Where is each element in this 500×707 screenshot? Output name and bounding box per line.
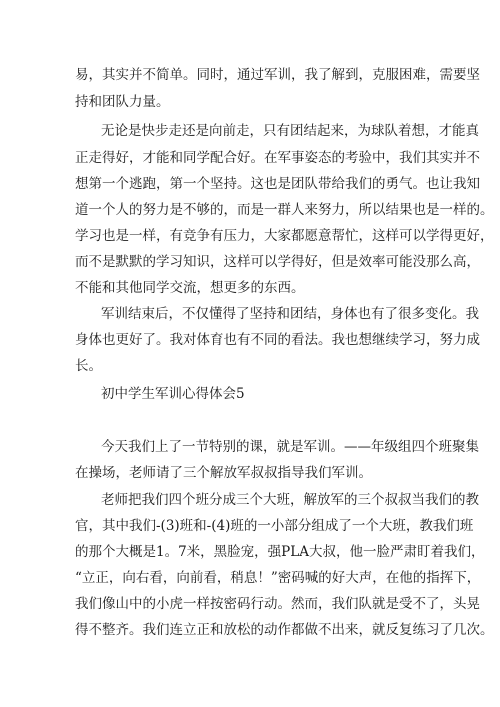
text-line: 想第一个逃跑，第一个坚持。这也是团队带给我们的勇气。也让我知 <box>75 176 480 192</box>
text-line: “立正，向右看，向前看，稍息！”密码喊的好大声，在他的指挥下， <box>75 570 481 586</box>
text-line: 得不整齐。我们连立正和放松的动作都做不出来，就反复练习了几次。 <box>75 622 494 638</box>
text-line: 身体也更好了。我对体育也有不同的看法。我也想继续学习，努力成 <box>75 332 480 348</box>
text-line: 我们像山中的小虎一样按密码行动。然而，我们队就是受不了，头晃 <box>75 596 480 612</box>
text-line: 而不是默默的学习知识，这样可以学得好，但是效率可能没那么高， <box>75 254 480 270</box>
section-heading: 初中学生军训心得体会5 <box>101 386 245 402</box>
text-line: 不能和其他同学交流，想更多的东西。 <box>75 280 305 296</box>
text-line: 官，其中我们-(3)班和-(4)班的一小部分组成了一个大班，教我们班 <box>75 518 474 534</box>
text-line: 学习也是一样，有竞争有压力，大家都愿意帮忙，这样可以学得更好， <box>75 228 494 244</box>
text-line: 正走得好，才能和同学配合好。在军事姿态的考验中，我们其实并不 <box>75 150 480 166</box>
paragraph-start: 无论是快步走还是向前走，只有团结起来，为球队着想，才能真 <box>101 123 479 139</box>
paragraph-start: 老师把我们四个班分成三个大班，解放军的三个叔叔当我们的教 <box>101 492 479 508</box>
paragraph-start: 军训结束后，不仅懂得了坚持和团结，身体也有了很多变化。我 <box>101 306 479 322</box>
text-line: 道一个人的努力是不够的，而是一群人来努力，所以结果也是一样的。 <box>75 202 494 218</box>
paragraph-start: 今天我们上了一节特别的课，就是军训。——年级组四个班聚集 <box>101 439 479 455</box>
text-line: 长。 <box>75 358 102 374</box>
text-line: 持和团队力量。 <box>75 94 170 110</box>
text-line: 的那个大概是1。7米，黑脸宠，强PLA大叔，他一脸严肃盯着我们， <box>75 544 485 560</box>
text-line: 易，其实并不简单。同时，通过军训，我了解到，克服困难，需要坚 <box>75 67 480 83</box>
text-line: 在操场，老师请了三个解放军叔叔指导我们军训。 <box>75 465 372 481</box>
